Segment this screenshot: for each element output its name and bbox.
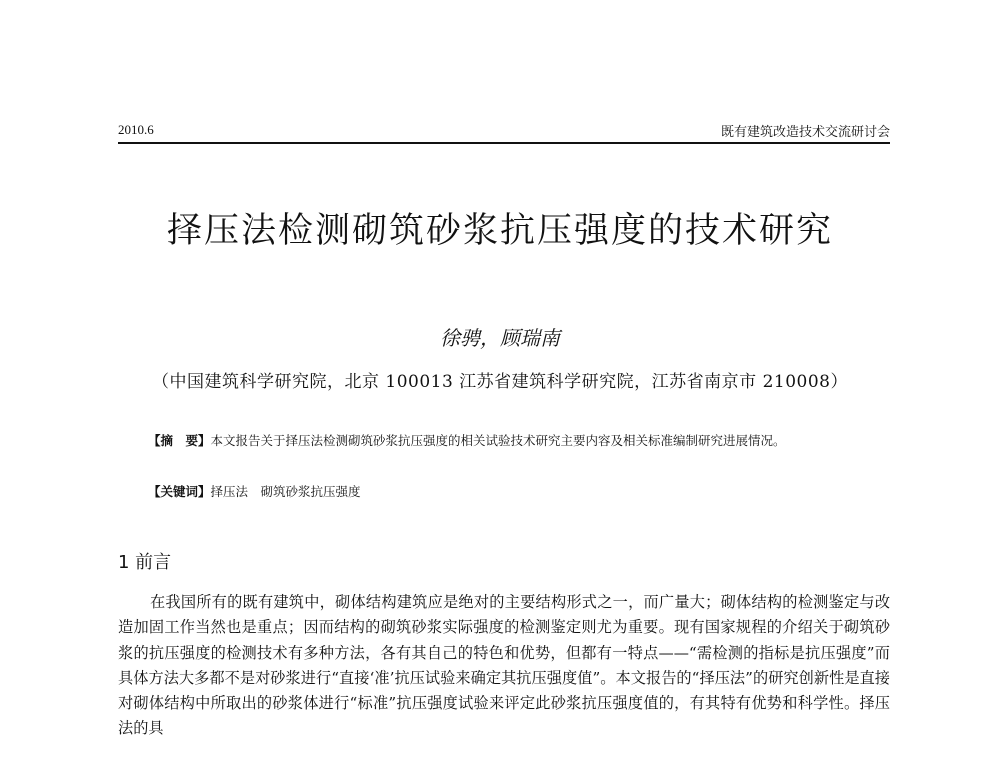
section-title: 1 前言 bbox=[118, 552, 172, 573]
keywords-text: 择压法 砌筑砂浆抗压强度 bbox=[210, 484, 361, 499]
header-rule bbox=[118, 142, 890, 144]
abstract bbox=[118, 427, 890, 454]
paper-title: 择压法检测砌筑砂浆抗压强度的技术研究 bbox=[166, 211, 833, 251]
affiliation: （中国建筑科学研究院，北京 100013 江苏省建筑科学研究院，江苏省南京市 210008） bbox=[151, 372, 848, 392]
header-date: 2010.6 bbox=[118, 122, 154, 137]
authors: 徐骋，顾瑞南 bbox=[440, 326, 560, 350]
section-body: 在我国所有的既有建筑中，砌体结构建筑应是绝对的主要结构形式之一，而广量大；砌体结构的检测鉴定与改造加固工作当然也是重点；因而结构的砌筑砂浆实际强度的检测鉴定则尤为重要。现有国家规程的介绍关于砌筑砂浆的抗压强度的检测技术有多种方法，各有其自己的特色和优势，但都有一特点——“需检测的指标是抗压强度”而具体方法大多都不是对砂浆进行“直接‘准’抗压试验来确定其抗压强度值”。本文报告的“择压法”的研究创新性是直接对砌体结构中所取出的砂浆体进行“标准”抗压强度试验来评定此砂浆抗压强度值的，有其特有优势和科学性。择压法的具 bbox=[118, 593, 890, 738]
header-conference: 既有建筑改造技术交流研讨会 bbox=[720, 125, 890, 140]
abstract-label: 【摘 要】 bbox=[148, 433, 211, 448]
abstract-text: 本文报告关于择压法检测砌筑砂浆抗压强度的相关试验技术研究主要内容及相关标准编制研究进展情况。 bbox=[210, 433, 786, 448]
keywords bbox=[148, 482, 361, 500]
keywords-label: 【关键词】 bbox=[148, 484, 211, 499]
